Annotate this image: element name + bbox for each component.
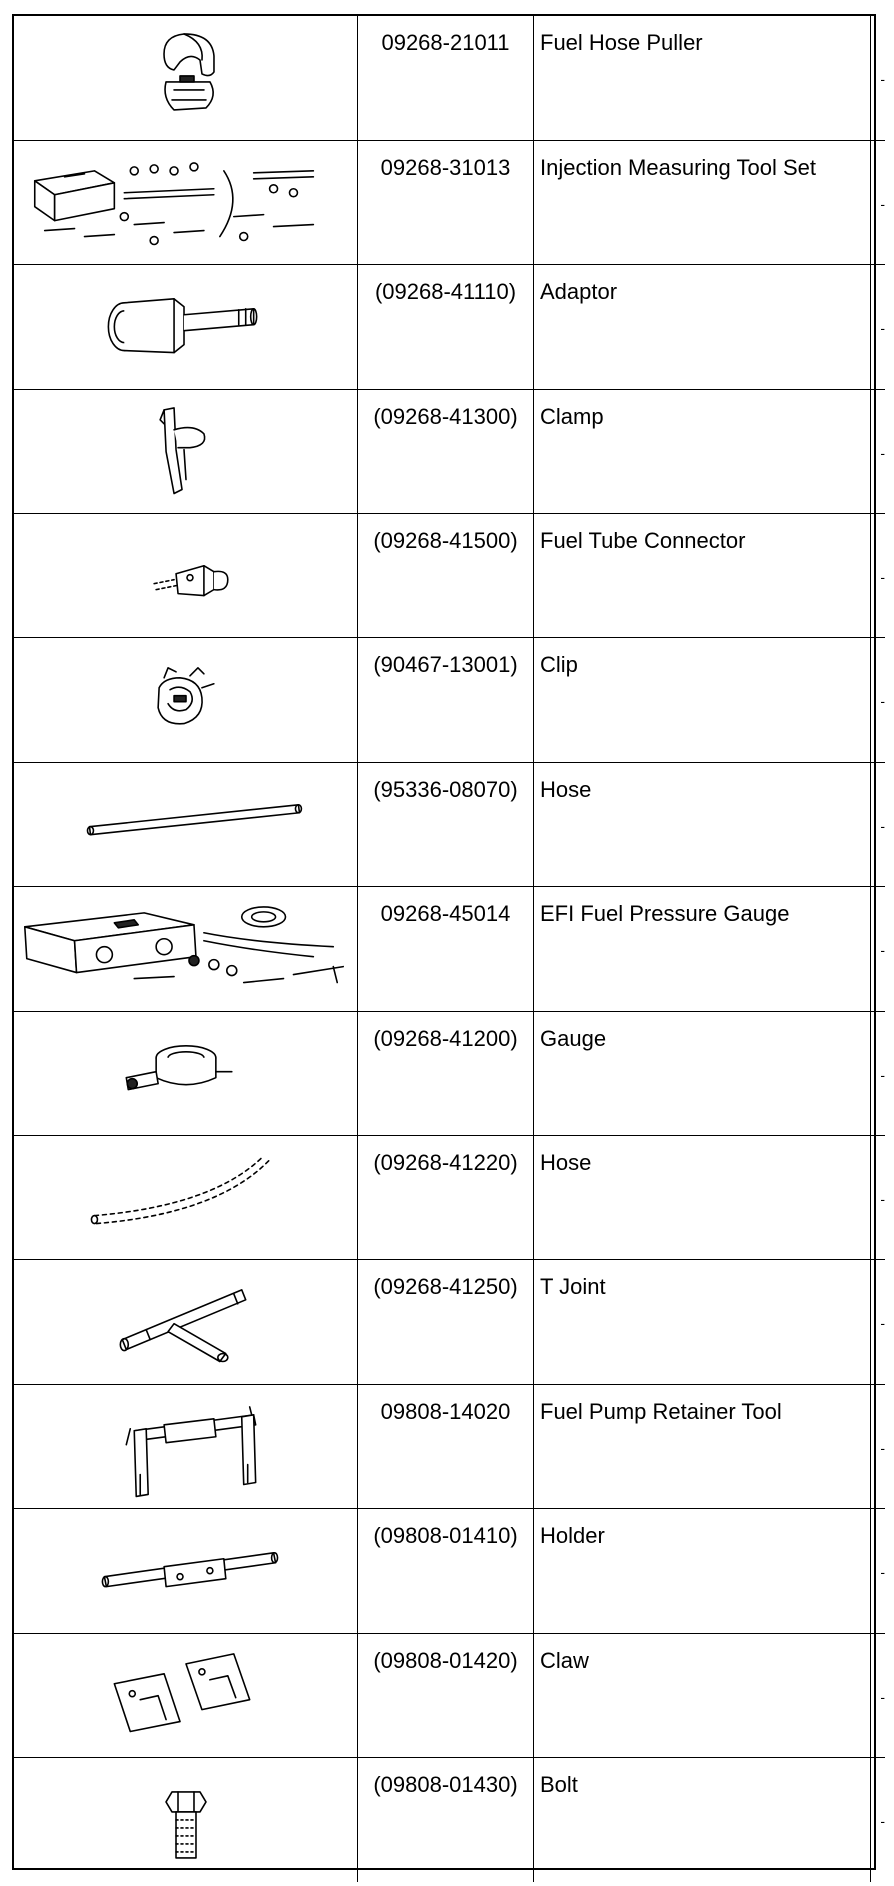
gauge-kit-case-icon <box>14 887 357 1010</box>
part-number: (09808-01410) <box>358 1509 534 1633</box>
tool-name: Fuel Hose Puller <box>534 16 871 140</box>
tool-illustration-cell <box>14 638 358 762</box>
table-row <box>14 1011 885 1135</box>
row-mark: - <box>880 817 885 834</box>
clip-icon <box>14 638 357 761</box>
bolt-icon <box>14 1758 357 1882</box>
table-row <box>14 265 885 389</box>
part-number: 09808-14020 <box>358 1384 534 1508</box>
row-mark: - <box>880 195 885 212</box>
tool-illustration-cell <box>14 16 358 140</box>
row-mark: - <box>880 1439 885 1456</box>
tool-set-case-icon <box>14 141 357 264</box>
tool-name: Hose <box>534 1136 871 1260</box>
fuel-tube-connector-icon <box>14 514 357 637</box>
row-mark: - <box>880 1315 885 1332</box>
row-mark: - <box>880 942 885 959</box>
special-tools-table <box>14 16 885 1882</box>
table-row <box>14 16 885 140</box>
tool-illustration-cell <box>14 1136 358 1260</box>
tool-illustration-cell <box>14 514 358 638</box>
tool-illustration-cell <box>14 762 358 886</box>
part-number: 09268-45014 <box>358 887 534 1011</box>
part-number: (09268-41250) <box>358 1260 534 1384</box>
tool-name: T Joint <box>534 1260 871 1384</box>
part-number: (95336-08070) <box>358 762 534 886</box>
tool-name: Clip <box>534 638 871 762</box>
tool-name: Gauge <box>534 1011 871 1135</box>
tool-name: Fuel Tube Connector <box>534 514 871 638</box>
tool-name: Adaptor <box>534 265 871 389</box>
tool-name: Injection Measuring Tool Set <box>534 140 871 264</box>
part-number: 09268-31013 <box>358 140 534 264</box>
t-joint-icon <box>14 1260 357 1383</box>
part-number: (09268-41220) <box>358 1136 534 1260</box>
tool-illustration-cell <box>14 1260 358 1384</box>
tool-illustration-cell <box>14 1509 358 1633</box>
part-number: (09268-41500) <box>358 514 534 638</box>
table-row <box>14 762 885 886</box>
row-mark: - <box>880 693 885 710</box>
part-number: (90467-13001) <box>358 638 534 762</box>
table-row <box>14 1757 885 1881</box>
clamp-icon <box>14 390 357 513</box>
table-row <box>14 887 885 1011</box>
tool-name: Holder <box>534 1509 871 1633</box>
row-mark: - <box>880 444 885 461</box>
tool-illustration-cell <box>14 1633 358 1757</box>
row-mark: - <box>880 320 885 337</box>
retainer-tool-icon <box>14 1385 357 1508</box>
row-mark: - <box>880 1812 885 1829</box>
hose-icon <box>14 763 357 886</box>
table-row <box>14 1509 885 1633</box>
part-number: (09808-01430) <box>358 1757 534 1881</box>
row-mark: - <box>880 71 885 87</box>
tool-name: Fuel Pump Retainer Tool <box>534 1384 871 1508</box>
tool-name: Hose <box>534 762 871 886</box>
row-mark: - <box>880 1688 885 1705</box>
table-row <box>14 140 885 264</box>
tool-name: Clamp <box>534 389 871 513</box>
tool-illustration-cell <box>14 1384 358 1508</box>
holder-icon <box>14 1509 357 1632</box>
table-row <box>14 1136 885 1260</box>
gauge-icon <box>14 1012 357 1135</box>
curved-hose-icon <box>14 1136 357 1259</box>
table-row <box>14 1384 885 1508</box>
part-number: (09808-01420) <box>358 1633 534 1757</box>
tool-illustration-cell <box>14 1011 358 1135</box>
table-row <box>14 638 885 762</box>
tool-name: Claw <box>534 1633 871 1757</box>
part-number: (09268-41110) <box>358 265 534 389</box>
tool-name: EFI Fuel Pressure Gauge <box>534 887 871 1011</box>
row-mark: - <box>880 569 885 586</box>
special-tools-sheet <box>12 14 885 1870</box>
row-mark: - <box>880 1564 885 1581</box>
table-row <box>14 514 885 638</box>
tool-name: Bolt <box>534 1757 871 1881</box>
table-row <box>14 1260 885 1384</box>
tool-illustration-cell <box>14 389 358 513</box>
tool-illustration-cell <box>14 140 358 264</box>
tool-illustration-cell <box>14 1757 358 1881</box>
table-row <box>14 389 885 513</box>
claw-icon <box>14 1634 357 1757</box>
fuel-hose-puller-icon <box>14 16 357 140</box>
tool-illustration-cell <box>14 265 358 389</box>
adaptor-icon <box>14 265 357 388</box>
row-mark: - <box>880 1066 885 1083</box>
tool-illustration-cell <box>14 887 358 1011</box>
part-number: (09268-41300) <box>358 389 534 513</box>
part-number: (09268-41200) <box>358 1011 534 1135</box>
part-number: 09268-21011 <box>358 16 534 140</box>
row-mark: - <box>880 1191 885 1208</box>
table-row <box>14 1633 885 1757</box>
